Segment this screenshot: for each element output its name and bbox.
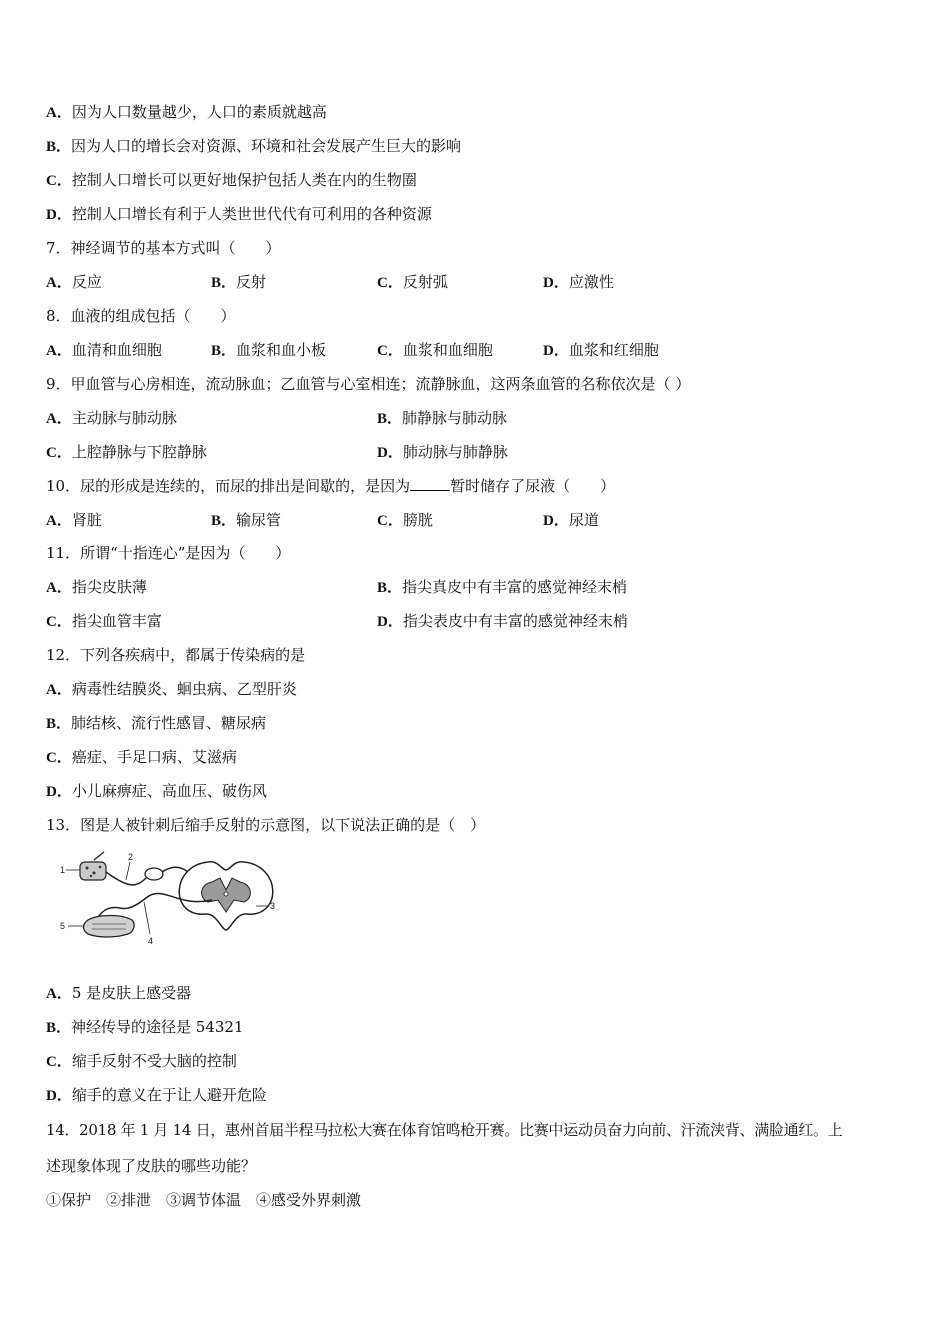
q12-option-a: A．病毒性结膜炎、蛔虫病、乙型肝炎 (46, 680, 297, 698)
q11-option-c: C．指尖血管丰富 (46, 612, 162, 630)
q12-option-d: D．小儿麻痹症、高血压、破伤风 (46, 782, 267, 800)
q11-option-a: A．指尖皮肤薄 (46, 578, 147, 596)
q12-option-c: C．癌症、手足口病、艾滋病 (46, 748, 237, 766)
q6-option-d: D．控制人口增长有利于人类世世代代有可利用的各种资源 (46, 205, 432, 223)
q8-stem: 8．血液的组成包括（ ） (46, 307, 236, 325)
q14-stem-line1: 14．2018 年 1 月 14 日，惠州首届半程马拉松大赛在体育馆鸣枪开赛。比赛中运动员奋力向前、汗流浃背、满脸通红。上 (46, 1121, 843, 1139)
needle (94, 852, 104, 860)
spinal-cord (179, 862, 276, 930)
q10-option-d: D．尿道 (543, 511, 599, 529)
q9-option-c: C．上腔静脉与下腔静脉 (46, 443, 207, 461)
q7-option-b: B．反射 (211, 273, 267, 291)
q11-option-b: B．指尖真皮中有丰富的感觉神经末梢 (377, 578, 628, 596)
q10-option-c: C．膀胱 (377, 511, 433, 529)
q14-stem-line2: 述现象体现了皮肤的哪些功能？ (46, 1157, 257, 1175)
label-2: 2 (128, 852, 134, 862)
q10-stem: 10．尿的形成是连续的，而尿的排出是间歇的，是因为 暂时储存了尿液（ ） (46, 477, 616, 495)
q6-option-a: A．因为人口数量越少，人口的素质就越高 (46, 103, 327, 121)
q12-option-b: B．肺结核、流行性感冒、糖尿病 (46, 714, 267, 732)
q9-stem: 9．甲血管与心房相连，流动脉血；乙血管与心室相连；流静脉血，这两条血管的名称依次是（ ） (46, 375, 691, 393)
q7-option-d: D．应激性 (543, 273, 614, 291)
q10-option-a: A．肾脏 (46, 511, 102, 529)
q9-option-a: A．主动脉与肺动脉 (46, 409, 177, 427)
q7-stem: 7．神经调节的基本方式叫（ ） (46, 239, 281, 257)
q13-option-c: C．缩手反射不受大脑的控制 (46, 1052, 237, 1070)
q13-stem: 13．图是人被针刺后缩手反射的示意图，以下说法正确的是（ ） (46, 816, 486, 834)
q8-option-a: A．血清和血细胞 (46, 341, 162, 359)
receptor-skin-block (80, 862, 106, 880)
label-1: 1 (60, 865, 66, 875)
ganglion (145, 868, 163, 880)
q9-option-b: B．肺静脉与肺动脉 (377, 409, 508, 427)
q14-choices: ①保护 ②排泄 ③调节体温 ④感受外界刺激 (46, 1191, 362, 1209)
q13-option-d: D．缩手的意义在于让人避开危险 (46, 1086, 267, 1104)
q8-option-d: D．血浆和红细胞 (543, 341, 659, 359)
q13-option-a: A．5 是皮肤上感受器 (46, 984, 192, 1002)
label-3: 3 (270, 901, 276, 911)
q11-option-d: D．指尖表皮中有丰富的感觉神经末梢 (377, 612, 628, 630)
q12-stem: 12．下列各疾病中，都属于传染病的是 (46, 646, 306, 664)
q7-option-c: C．反射弧 (377, 273, 448, 291)
q6-option-c: C．控制人口增长可以更好地保护包括人类在内的生物圈 (46, 171, 417, 189)
q10-option-b: B．输尿管 (211, 511, 282, 529)
q9-option-d: D．肺动脉与肺静脉 (377, 443, 508, 461)
label-4: 4 (148, 936, 154, 946)
q11-stem: 11．所谓“十指连心”是因为（ ） (46, 544, 291, 562)
q8-option-c: C．血浆和血细胞 (377, 341, 493, 359)
q8-option-b: B．血浆和血小板 (211, 341, 327, 359)
q7-option-a: A．反应 (46, 273, 102, 291)
effector-muscle (84, 916, 135, 938)
q13-option-b: B．神经传导的途径是 54321 (46, 1018, 244, 1036)
reflex-arc-figure (58, 848, 283, 950)
q6-option-b: B．因为人口的增长会对资源、环境和社会发展产生巨大的影响 (46, 137, 462, 155)
label-5: 5 (60, 921, 66, 931)
answer-blank (410, 476, 450, 491)
